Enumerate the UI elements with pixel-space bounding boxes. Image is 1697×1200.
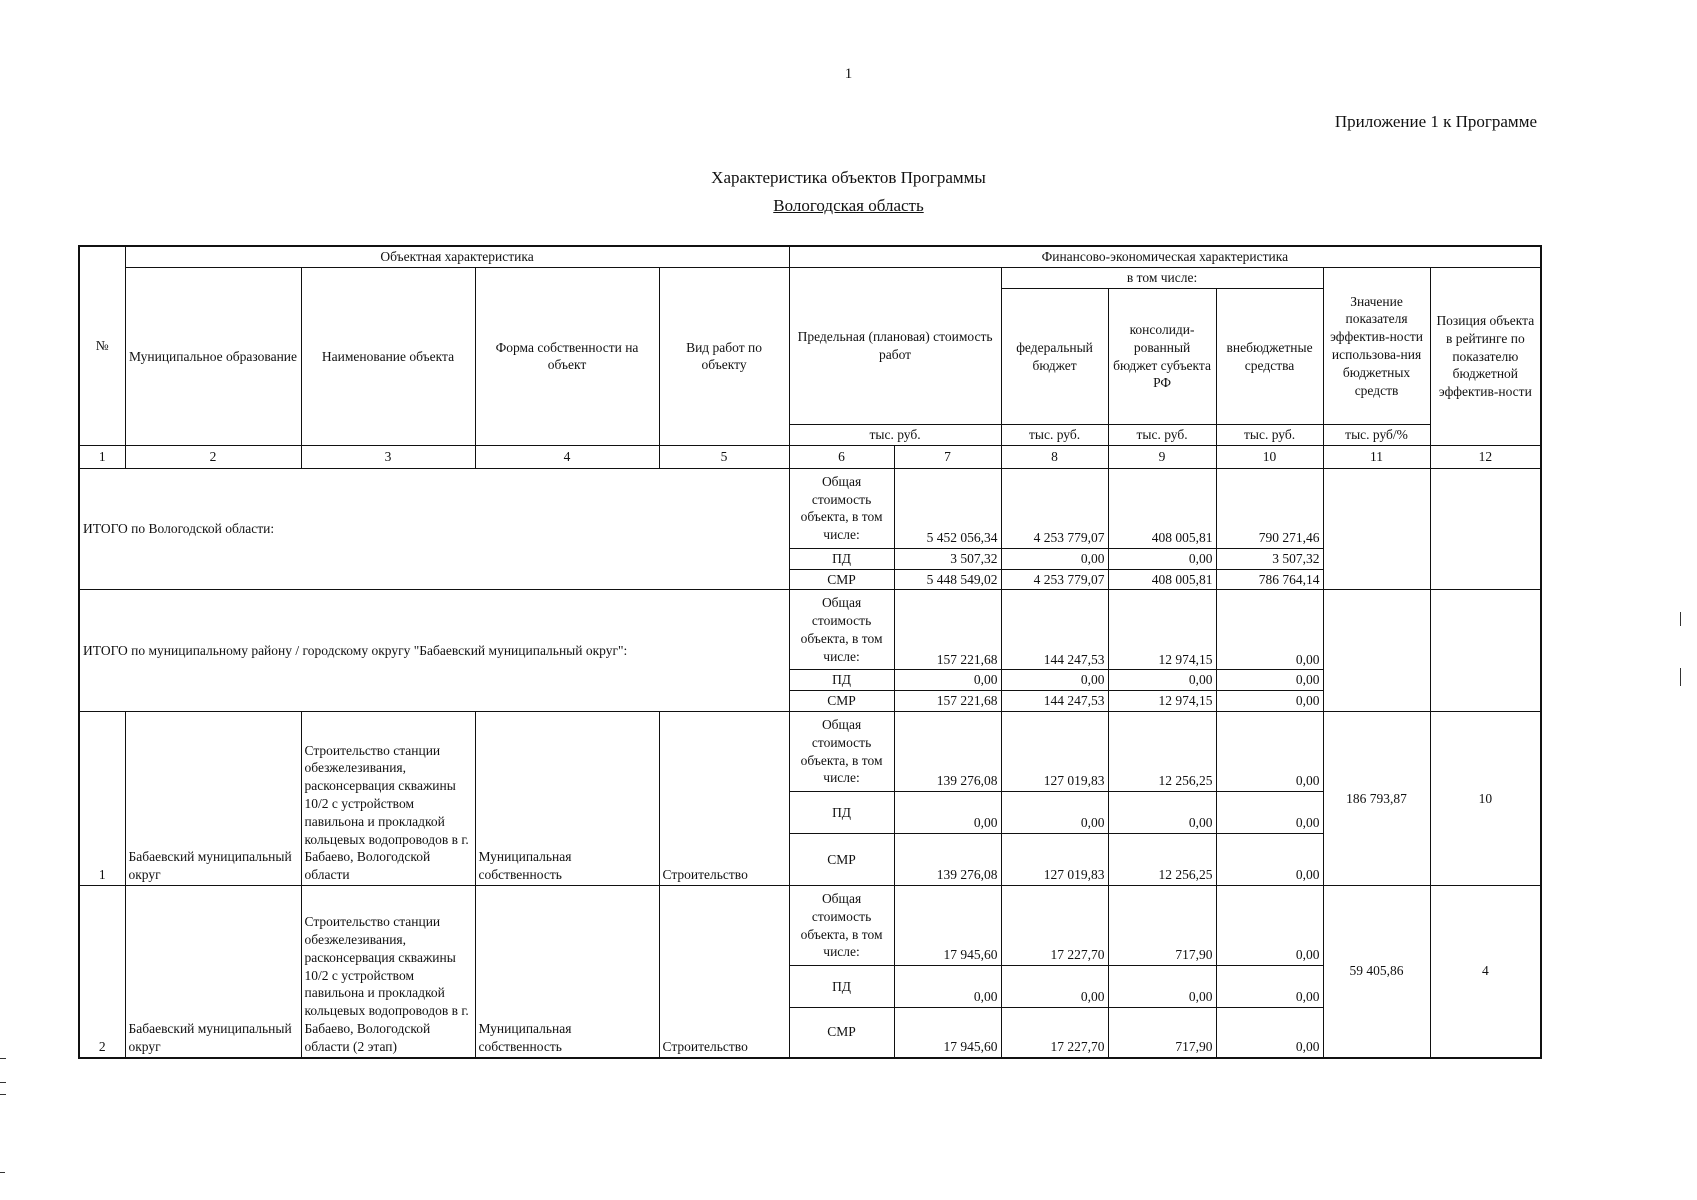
amount-cell: 0,00 [1216, 966, 1323, 1008]
amount-cell: 786 764,14 [1216, 569, 1323, 590]
amount-cell: 12 256,25 [1108, 712, 1216, 792]
col-number: 4 [475, 445, 659, 468]
amount-cell: 4 253 779,07 [1001, 468, 1108, 548]
amount-cell: 5 448 549,02 [894, 569, 1001, 590]
amount-cell: 12 256,25 [1108, 834, 1216, 886]
amount-cell: 157 221,68 [894, 691, 1001, 712]
header-finance-group: Финансово-экономическая характеристика [789, 246, 1541, 268]
unit-offbudget: тыс. руб. [1216, 425, 1323, 446]
scan-mark [1680, 668, 1681, 686]
amount-cell: 0,00 [1216, 1008, 1323, 1058]
amount-cell: 0,00 [1001, 670, 1108, 691]
row-label-total: Общая стоимость объекта, в том числе: [789, 712, 894, 792]
efficiency-value: 59 405,86 [1323, 886, 1430, 1058]
header-federal: федеральный бюджет [1001, 289, 1108, 425]
object-number: 2 [79, 886, 125, 1058]
col-number: 6 [789, 445, 894, 468]
header-object-name: Наименование объекта [301, 268, 475, 446]
header-municipality: Муниципальное образование [125, 268, 301, 446]
amount-cell: 0,00 [1001, 792, 1108, 834]
unit-consolidated: тыс. руб. [1108, 425, 1216, 446]
object-work-type: Строительство [659, 886, 789, 1058]
amount-cell: 12 974,15 [1108, 691, 1216, 712]
object-municipality: Бабаевский муниципальный округ [125, 712, 301, 886]
amount-cell: 12 974,15 [1108, 590, 1216, 670]
page-number: 1 [844, 66, 853, 82]
amount-cell: 0,00 [1216, 792, 1323, 834]
efficiency-value: 186 793,87 [1323, 712, 1430, 886]
amount-cell: 144 247,53 [1001, 590, 1108, 670]
row-label-total: Общая стоимость объекта, в том числе: [789, 468, 894, 548]
col-number: 3 [301, 445, 475, 468]
amount-cell: 0,00 [894, 966, 1001, 1008]
total-label: ИТОГО по Вологодской области: [79, 468, 789, 590]
col-number: 10 [1216, 445, 1323, 468]
amount-cell: 408 005,81 [1108, 468, 1216, 548]
empty-cell [1430, 468, 1541, 590]
row-label-pd: ПД [789, 966, 894, 1008]
col-number: 7 [894, 445, 1001, 468]
amount-cell: 717,90 [1108, 1008, 1216, 1058]
header-offbudget: внебюджетные средства [1216, 289, 1323, 425]
amount-cell: 408 005,81 [1108, 569, 1216, 590]
scan-mark [0, 1058, 6, 1059]
amount-cell: 0,00 [1216, 712, 1323, 792]
header-efficiency: Значение показателя эффектив-ности использова-ния бюджетных средств [1323, 268, 1430, 425]
amount-cell: 0,00 [1216, 670, 1323, 691]
col-number: 12 [1430, 445, 1541, 468]
rating-position: 10 [1430, 712, 1541, 886]
object-municipality: Бабаевский муниципальный округ [125, 886, 301, 1058]
amount-cell: 127 019,83 [1001, 712, 1108, 792]
amount-cell: 790 271,46 [1216, 468, 1323, 548]
amount-cell: 139 276,08 [894, 834, 1001, 886]
empty-cell [1430, 590, 1541, 712]
row-label-smr: СМР [789, 691, 894, 712]
amount-cell: 139 276,08 [894, 712, 1001, 792]
col-number: 11 [1323, 445, 1430, 468]
amount-cell: 0,00 [1216, 590, 1323, 670]
header-work-type: Вид работ по объекту [659, 268, 789, 446]
amount-cell: 0,00 [894, 670, 1001, 691]
amount-cell: 0,00 [1216, 834, 1323, 886]
objects-table [78, 245, 1542, 1059]
scan-mark [0, 1094, 6, 1095]
amount-cell: 0,00 [1216, 691, 1323, 712]
header-consolidated: консолиди-рованный бюджет субъекта РФ [1108, 289, 1216, 425]
header-including: в том числе: [1001, 268, 1323, 289]
row-label-total: Общая стоимость объекта, в том числе: [789, 886, 894, 966]
empty-cell [1323, 468, 1430, 590]
amount-cell: 5 452 056,34 [894, 468, 1001, 548]
appendix-label: Приложение 1 к Программе [1334, 112, 1537, 131]
amount-cell: 0,00 [1108, 792, 1216, 834]
row-label-smr: СМР [789, 1008, 894, 1058]
col-number: 1 [79, 445, 125, 468]
amount-cell: 717,90 [1108, 886, 1216, 966]
object-number: 1 [79, 712, 125, 886]
amount-cell: 17 227,70 [1001, 1008, 1108, 1058]
amount-cell: 127 019,83 [1001, 834, 1108, 886]
object-ownership: Муниципальная собственность [475, 886, 659, 1058]
amount-cell: 0,00 [1001, 548, 1108, 569]
row-label-pd: ПД [789, 670, 894, 691]
document-title: Характеристика объектов Программы [711, 168, 986, 187]
scan-mark [0, 1172, 5, 1173]
row-label-pd: ПД [789, 548, 894, 569]
amount-cell: 4 253 779,07 [1001, 569, 1108, 590]
col-number: 8 [1001, 445, 1108, 468]
header-no: № [79, 246, 125, 445]
object-ownership: Муниципальная собственность [475, 712, 659, 886]
header-cost: Предельная (плановая) стоимость работ [789, 268, 1001, 425]
row-label-pd: ПД [789, 792, 894, 834]
amount-cell: 0,00 [1108, 966, 1216, 1008]
row-label-total: Общая стоимость объекта, в том числе: [789, 590, 894, 670]
document-subtitle: Вологодская область [773, 196, 924, 215]
amount-cell: 17 945,60 [894, 886, 1001, 966]
row-label-smr: СМР [789, 569, 894, 590]
unit-efficiency: тыс. руб/% [1323, 425, 1430, 446]
amount-cell: 17 227,70 [1001, 886, 1108, 966]
header-position: Позиция объекта в рейтинге по показателю бюджетной эффектив-ности [1430, 268, 1541, 446]
object-name: Строительство станции обезжелезивания, расконсервация скважины 10/2 с устройством павильона и прокладкой кольцевых водопроводов в г. Бабаево, Вологодской области (2 этап) [301, 886, 475, 1058]
rating-position: 4 [1430, 886, 1541, 1058]
empty-cell [1323, 590, 1430, 712]
amount-cell: 0,00 [894, 792, 1001, 834]
amount-cell: 0,00 [1108, 548, 1216, 569]
header-ownership: Форма собственности на объект [475, 268, 659, 446]
col-number: 2 [125, 445, 301, 468]
amount-cell: 0,00 [1108, 670, 1216, 691]
amount-cell: 17 945,60 [894, 1008, 1001, 1058]
row-label-smr: СМР [789, 834, 894, 886]
object-work-type: Строительство [659, 712, 789, 886]
amount-cell: 3 507,32 [1216, 548, 1323, 569]
unit-cost: тыс. руб. [789, 425, 1001, 446]
amount-cell: 157 221,68 [894, 590, 1001, 670]
object-name: Строительство станции обезжелезивания, расконсервация скважины 10/2 с устройством павильона и прокладкой кольцевых водопроводов в г. Бабаево, Вологодской области [301, 712, 475, 886]
total-label: ИТОГО по муниципальному району / городскому округу "Бабаевский муниципальный округ": [79, 590, 789, 712]
scan-mark [0, 1082, 6, 1083]
amount-cell: 0,00 [1001, 966, 1108, 1008]
amount-cell: 144 247,53 [1001, 691, 1108, 712]
header-object-group: Объектная характеристика [125, 246, 789, 268]
scan-mark [1680, 612, 1681, 626]
unit-federal: тыс. руб. [1001, 425, 1108, 446]
col-number: 9 [1108, 445, 1216, 468]
col-number: 5 [659, 445, 789, 468]
amount-cell: 0,00 [1216, 886, 1323, 966]
amount-cell: 3 507,32 [894, 548, 1001, 569]
